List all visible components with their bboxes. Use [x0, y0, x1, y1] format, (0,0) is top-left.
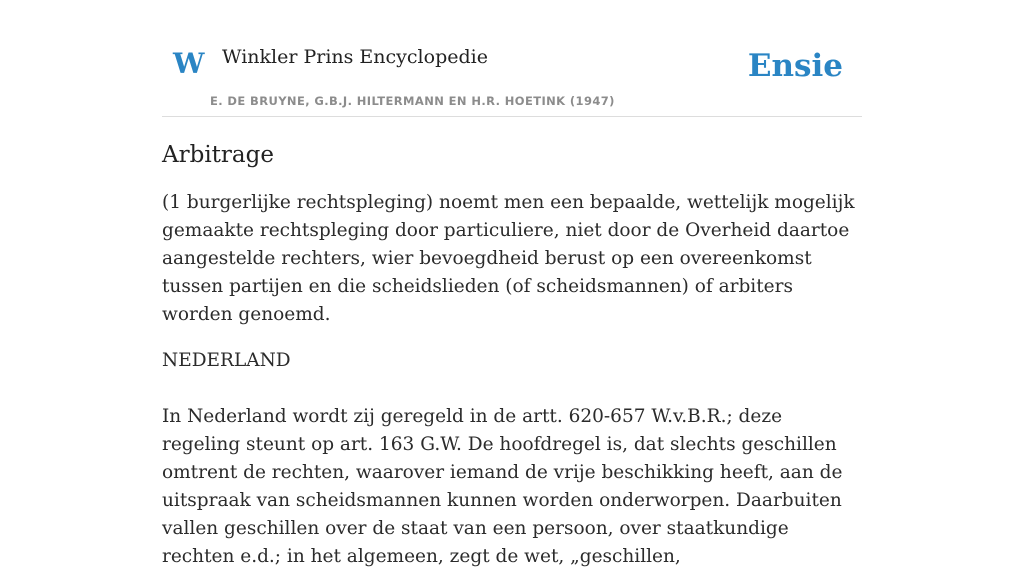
header: [162, 0, 862, 117]
page: [162, 0, 862, 567]
book-authors: E. DE BRUYNE, G.B.J. HILTERMANN EN H.R. HOETINK (1947): [210, 94, 615, 108]
article-paragraph-1: (1 burgerlijke rechtspleging) noemt men een bepaalde, wettelijk mogelijk gemaakte rechtspleging door particuliere, niet door de Overheid daartoe aangestelde rechters, wier bevoegdheid berust op een overeenkomst tussen partijen en die scheidslieden (of scheidsmannen) of arbiters worden genoemd.: [162, 191, 855, 325]
winkler-prins-logo[interactable]: W: [173, 47, 205, 80]
article-paragraph-2: In Nederland wordt zij geregeld in de artt. 620-657 W.v.B.R.; deze regeling steunt op art. 163 G.W. De hoofdregel is, dat slechts geschillen omtrent de rechten, waarover iemand de vrije beschikking heeft, aan de uitspraak van scheidsmannen kunnen worden onderworpen. Daarbuiten vallen geschillen over de staat van een persoon, over staatkundige rechten e.d.; in het algemeen, zegt de wet, „geschillen,: [162, 405, 843, 567]
book-title[interactable]: Winkler Prins Encyclopedie: [222, 46, 488, 68]
section-heading: NEDERLAND: [162, 349, 291, 371]
article-title: Arbitrage: [162, 142, 274, 168]
ensie-logo[interactable]: Ensie: [747, 48, 843, 84]
